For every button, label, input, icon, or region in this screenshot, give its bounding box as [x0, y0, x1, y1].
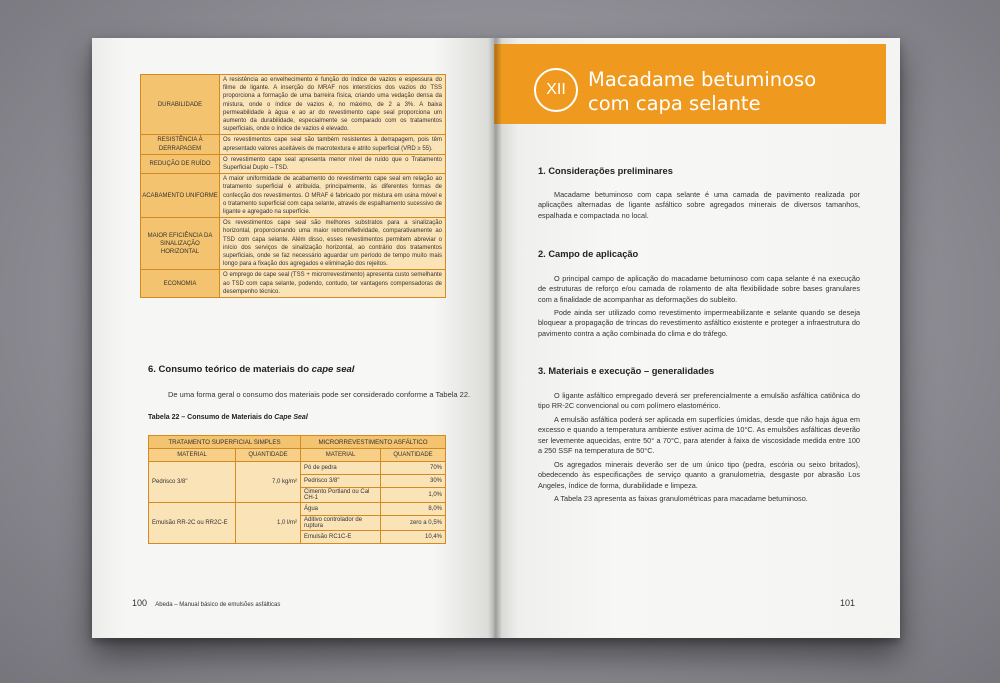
left-footer	[132, 598, 280, 608]
table-cell: Emulsão RR-2C ou RR2C-E	[149, 503, 236, 544]
property-label: REDUÇÃO DE RUÍDO	[141, 154, 220, 173]
page-number: 101	[840, 598, 856, 608]
table-cell: zero a 0,5%	[381, 516, 446, 531]
section-1-paragraph: Macadame betuminoso com capa selante é uma camada de pavimento realizada por aplicações alternadas de ligante asfáltico sobre agregados minerais de diversos tamanhos, espalhada e compactada no local.	[538, 190, 860, 220]
table-row	[141, 270, 446, 298]
group-header-micro: MICRORREVESTIMENTO ASFÁLTICO	[301, 436, 446, 449]
col-header-quantidade: QUANTIDADE	[236, 449, 301, 462]
table-cell: Pó de pedra	[301, 462, 381, 475]
chapter-number: XII	[534, 68, 578, 112]
table-caption: Tabela 22 – Consumo de Materiais do Cape Seal	[148, 414, 308, 421]
table-cell: Pedrisco 3/8"	[301, 475, 381, 488]
section-6-paragraph: De uma forma geral o consumo dos materiais pode ser considerado conforme a Tabela 22.	[168, 390, 471, 399]
property-label: ACABAMENTO UNIFORME	[141, 174, 220, 218]
property-description: Os revestimentos cape seal são melhores substratos para a sinalização horizontal, proporcionando uma maior retrorrefletividade, comparativamente ao TSD com capa selante. Além disso, esses revestimentos permitem abreviar o início dos serviços de sinalização horizontal, ao contrário dos tratamentos superficiais, onde se faz necessário aguardar um período de tempo muito mais longo para a fixação dos agregados e eliminação dos rejeitos.	[220, 218, 446, 270]
property-label: DURABILIDADE	[141, 75, 220, 135]
property-label: MAIOR EFICIÊNCIA DA SINALIZAÇÃO HORIZONTAL	[141, 218, 220, 270]
table-cell: 8,0%	[381, 503, 446, 516]
right-page	[494, 38, 900, 638]
table-cell: 70%	[381, 462, 446, 475]
col-header-quantidade: QUANTIDADE	[381, 449, 446, 462]
table-cell: Aditivo controlador de ruptura	[301, 516, 381, 531]
table-cell: Água	[301, 503, 381, 516]
book-gutter	[488, 38, 502, 638]
table-row	[141, 75, 446, 135]
section-1-title: 1. Considerações preliminares	[538, 166, 673, 176]
table-row	[141, 135, 446, 154]
left-page	[92, 38, 494, 638]
table-cell: 7,0 kg/m²	[236, 462, 301, 503]
property-description: O emprego de cape seal (TSS + microrrevestimento) apresenta custo semelhante ao TSD com capa selante, podendo, contudo, ter vantagens compensadoras de desempenho técnico.	[220, 270, 446, 298]
table-row	[141, 218, 446, 270]
property-label: RESISTÊNCIA À DERRAPAGEM	[141, 135, 220, 154]
col-header-material: MATERIAL	[301, 449, 381, 462]
table-cell: Emulsão RC1C-E	[301, 531, 381, 544]
table-cell: 1,0%	[381, 488, 446, 503]
section-3-paragraph: A Tabela 23 apresenta as faixas granulométricas para macadame betuminoso.	[554, 494, 808, 503]
footer-text: Abeda – Manual básico de emulsões asfálticas	[155, 602, 281, 608]
properties-table	[140, 74, 446, 298]
col-header-material: MATERIAL	[149, 449, 236, 462]
page-number: 100	[132, 598, 148, 608]
section-3-paragraph: O ligante asfáltico empregado deverá ser preferencialmente a emulsão asfáltica catiônica do tipo RR-2C convencional ou com polímero elastomérico.	[538, 391, 860, 411]
table-cell: Pedrisco 3/8"	[149, 462, 236, 503]
section-6-title: 6. Consumo teórico de materiais do cape seal	[148, 364, 355, 375]
section-3-paragraph: Os agregados minerais deverão ser de um único tipo (pedra, escória ou seixo britados), obedecendo às especificações de serviço quanto a granulometria, desgaste por abrasão Los Angeles, índice de forma, durabilidade e limpeza.	[538, 460, 860, 490]
property-description: A resistência ao envelhecimento é função do índice de vazios e espessura do filme de ligante. A inserção do MRAF nos interstícios dos vazios do TSS proporciona a formação de uma barreira física, criando uma vedação densa da mistura, onde o índice de vazios é, no máximo, de 2 a 3%. A baixa permeabilidade à água e ao ar do revestimento cape seal proporciona um aumento da durabilidade, especialmente se comparado com os tratamentos superficiais, onde o índice de vazios é elevado.	[220, 75, 446, 135]
table-cell: Cimento Portland ou Cal CH-1	[301, 488, 381, 503]
property-description: Os revestimentos cape seal são também resistentes à derrapagem, pois têm apresentado valores aceitáveis de macrotextura e atrito superficial (VRD ≥ 55).	[220, 135, 446, 154]
table-cell: 10,4%	[381, 531, 446, 544]
materials-table	[148, 435, 446, 544]
section-2-paragraph: Pode ainda ser utilizado como revestimento impermeabilizante e selante quando se deseja bloquear a propagação de trincas do revestimento asfáltico existente e proteger a infraestrutura do pavimento contra a ação combinada do clima e do tráfego.	[538, 308, 860, 338]
table-row	[141, 154, 446, 173]
table-cell: 1,0 l/m²	[236, 503, 301, 544]
table-cell: 30%	[381, 475, 446, 488]
section-2-paragraph: O principal campo de aplicação do macadame betuminoso com capa selante é na execução de estruturas de reforço e/ou camada de rolamento de alta flexibilidade sobre bases granulares com a finalidade de acompanhar as deformações do subleito.	[538, 274, 860, 304]
table-row	[141, 174, 446, 218]
property-label: ECONOMIA	[141, 270, 220, 298]
property-description: A maior uniformidade de acabamento do revestimento cape seal em relação ao tratamento superficial é atribuída, principalmente, às diferentes formas de confecção dos revestimentos. O MRAF é fabricado por mistura em usina móvel e o tratamento superficial com capa selante, através de espalhamento sucessivo de ligante e agregado na superfície.	[220, 174, 446, 218]
open-book	[92, 38, 900, 638]
section-3-title: 3. Materiais e execução – generalidades	[538, 366, 715, 376]
section-2-title: 2. Campo de aplicação	[538, 249, 639, 259]
group-header-tss: TRATAMENTO SUPERFICIAL SIMPLES	[149, 436, 301, 449]
property-description: O revestimento cape seal apresenta menor nível de ruído que o Tratamento Superficial Duplo – TSD.	[220, 154, 446, 173]
chapter-banner	[494, 44, 886, 124]
section-3-paragraph: A emulsão asfáltica poderá ser aplicada em superfícies úmidas, desde que não haja água em excesso e quando a temperatura ambiente estiver acima de 10°C. As emulsões asfálticas deverão ser levemente aquecidas, entre 50° a 70°C, para atender à faixa de viscosidade medida entre 100 a 250 SSF na temperatura de 50°C.	[538, 415, 860, 456]
chapter-title: Macadame betuminoso com capa selante	[588, 68, 817, 115]
